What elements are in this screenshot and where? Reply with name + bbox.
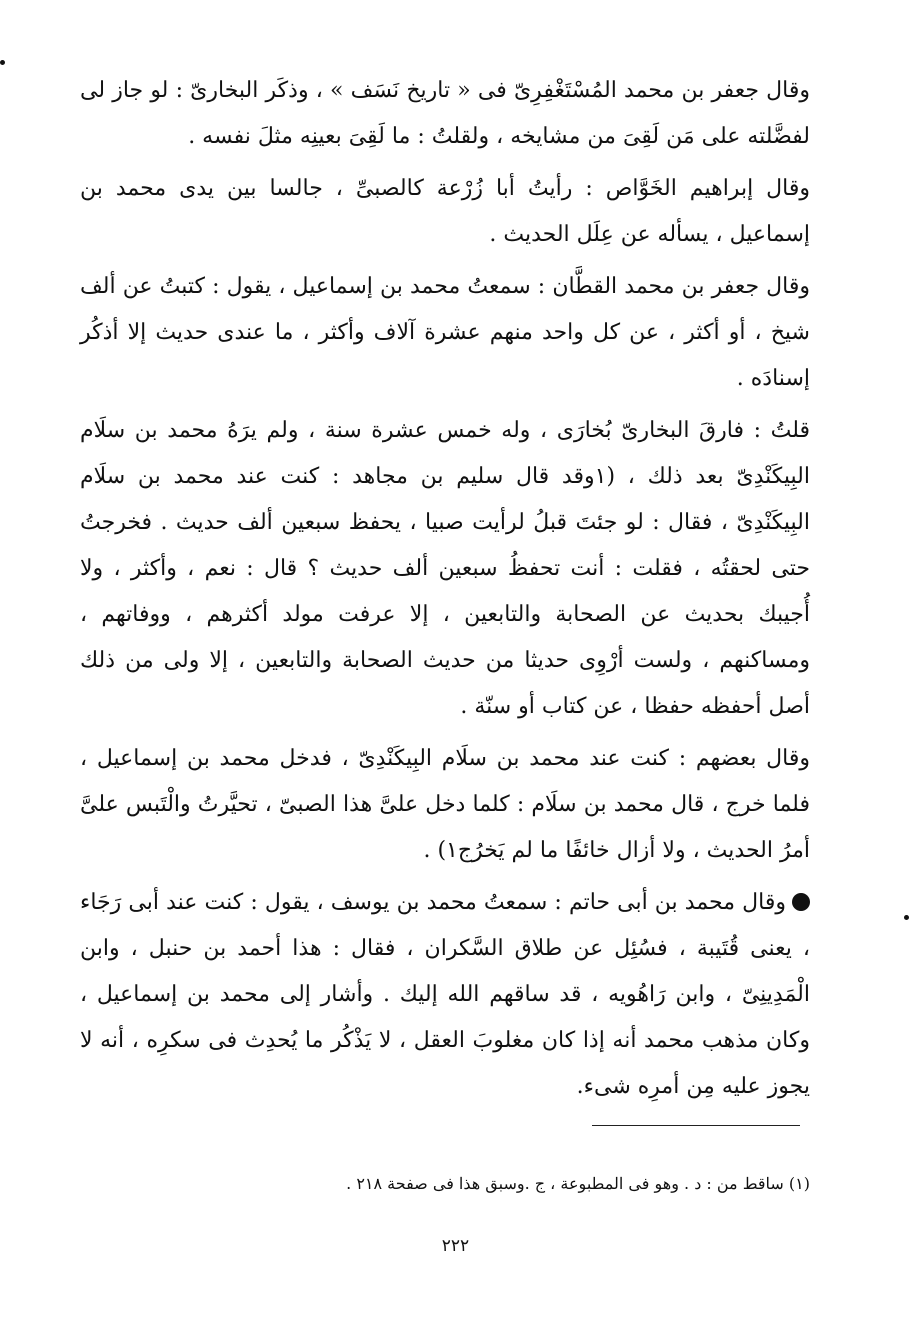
page-number: ٢٢٢ — [441, 1236, 470, 1256]
paragraph-abi-hatim — [80, 880, 810, 1110]
page-body — [80, 68, 810, 1116]
paragraph-bikandi: قلتُ : فارقَ البخارىّ بُخارَى ، وله خمس عشرة سنة ، ولم يرَهُ محمد بن سلَام البِيكَنْدِىّ بعد ذلك ، (١وقد قال سليم بن مجاهد : كنت عند محمد بن سلَام البِيكَنْدِىّ ، فقال : لو جئتَ قبلُ لرأيت صبيا ، يحفظ سبعين ألف حديث . فخرجتُ حتى لحقتُه ، فقلت : أنت تحفظُ سبعين ألف حديث ؟ قال : نعم ، وأكثر ، ولا أُجيبك بحديث عن الصحابة والتابعين ، إلا عرفت مولد أكثرهم ، ووفاتهم ، ومساكنهم ، ولست أرْوِى حديثا من حديث الصحابة والتابعين ، إلا ولى من ذلك أصل أحفظه حفظا ، عن كتاب أو سنّة . — [80, 418, 810, 719]
footnote-divider — [592, 1125, 800, 1126]
paragraph-mustaghfiri: وقال جعفر بن محمد المُسْتَغْفِرِىّ فى « تاريخ نَسَف » ، وذكَر البخارىّ : لو جاز لى لفضَّلته على مَن لَقِىَ من مشايخه ، ولقلتُ : ما لَقِىَ بعينِه مثلَ نفسه . — [80, 78, 810, 149]
paragraph-baduhum: وقال بعضهم : كنت عند محمد بن سلَام البِيكَنْدِىّ ، فدخل محمد بن إسماعيل ، فلما خرج ، قال محمد بن سلَام : كلما دخل علىَّ هذا الصبىّ ، تحيَّرتُ والْتَبس علىَّ أمرُ الحديث ، ولا أزال خائفًا ما لم يَخرُج١) . — [80, 746, 810, 863]
paragraph-abi-hatim-text: وقال محمد بن أبى حاتم : سمعتُ محمد بن يوسف ، يقول : كنت عند أبى رَجَاء ، يعنى قُتَيبة ، فسُئِل عن طلاق السَّكران ، فقال : هذا أحمد بن حنبل ، وابن الْمَدِينِىّ ، وابن رَاهُويه ، قد ساقهم الله إليك . وأشار إلى محمد بن إسماعيل ، وكان مذهب محمد أنه إذا كان مغلوبَ العقل ، لا يَذْكُر ما يُحدِث فى سكرِه ، أنه لا يجوز عليه مِن أمرِه شىء. — [80, 890, 810, 1099]
section-bullet-icon — [792, 893, 810, 911]
margin-mark-top — [0, 60, 5, 65]
footnote: (١) ساقط من : د . وهو فى المطبوعة ، ج .وسبق هذا فى صفحة ٢١٨ . — [346, 1174, 810, 1193]
paragraph-qattan: وقال جعفر بن محمد القطَّان : سمعتُ محمد بن إسماعيل ، يقول : كتبتُ عن ألف شيخ ، أو أكثر ، عن كل واحد منهم عشرة آلاف وأكثر ، ما عندى حديث إلا أذكُر إسنادَه . — [80, 274, 810, 391]
paragraph-khawwas: وقال إبراهيم الخَوَّاص : رأيتُ أبا زُرْعة كالصبىِّ ، جالسا بين يدى محمد بن إسماعيل ، يسأله عن عِلَل الحديث . — [80, 176, 810, 247]
margin-mark-middle — [904, 915, 909, 920]
